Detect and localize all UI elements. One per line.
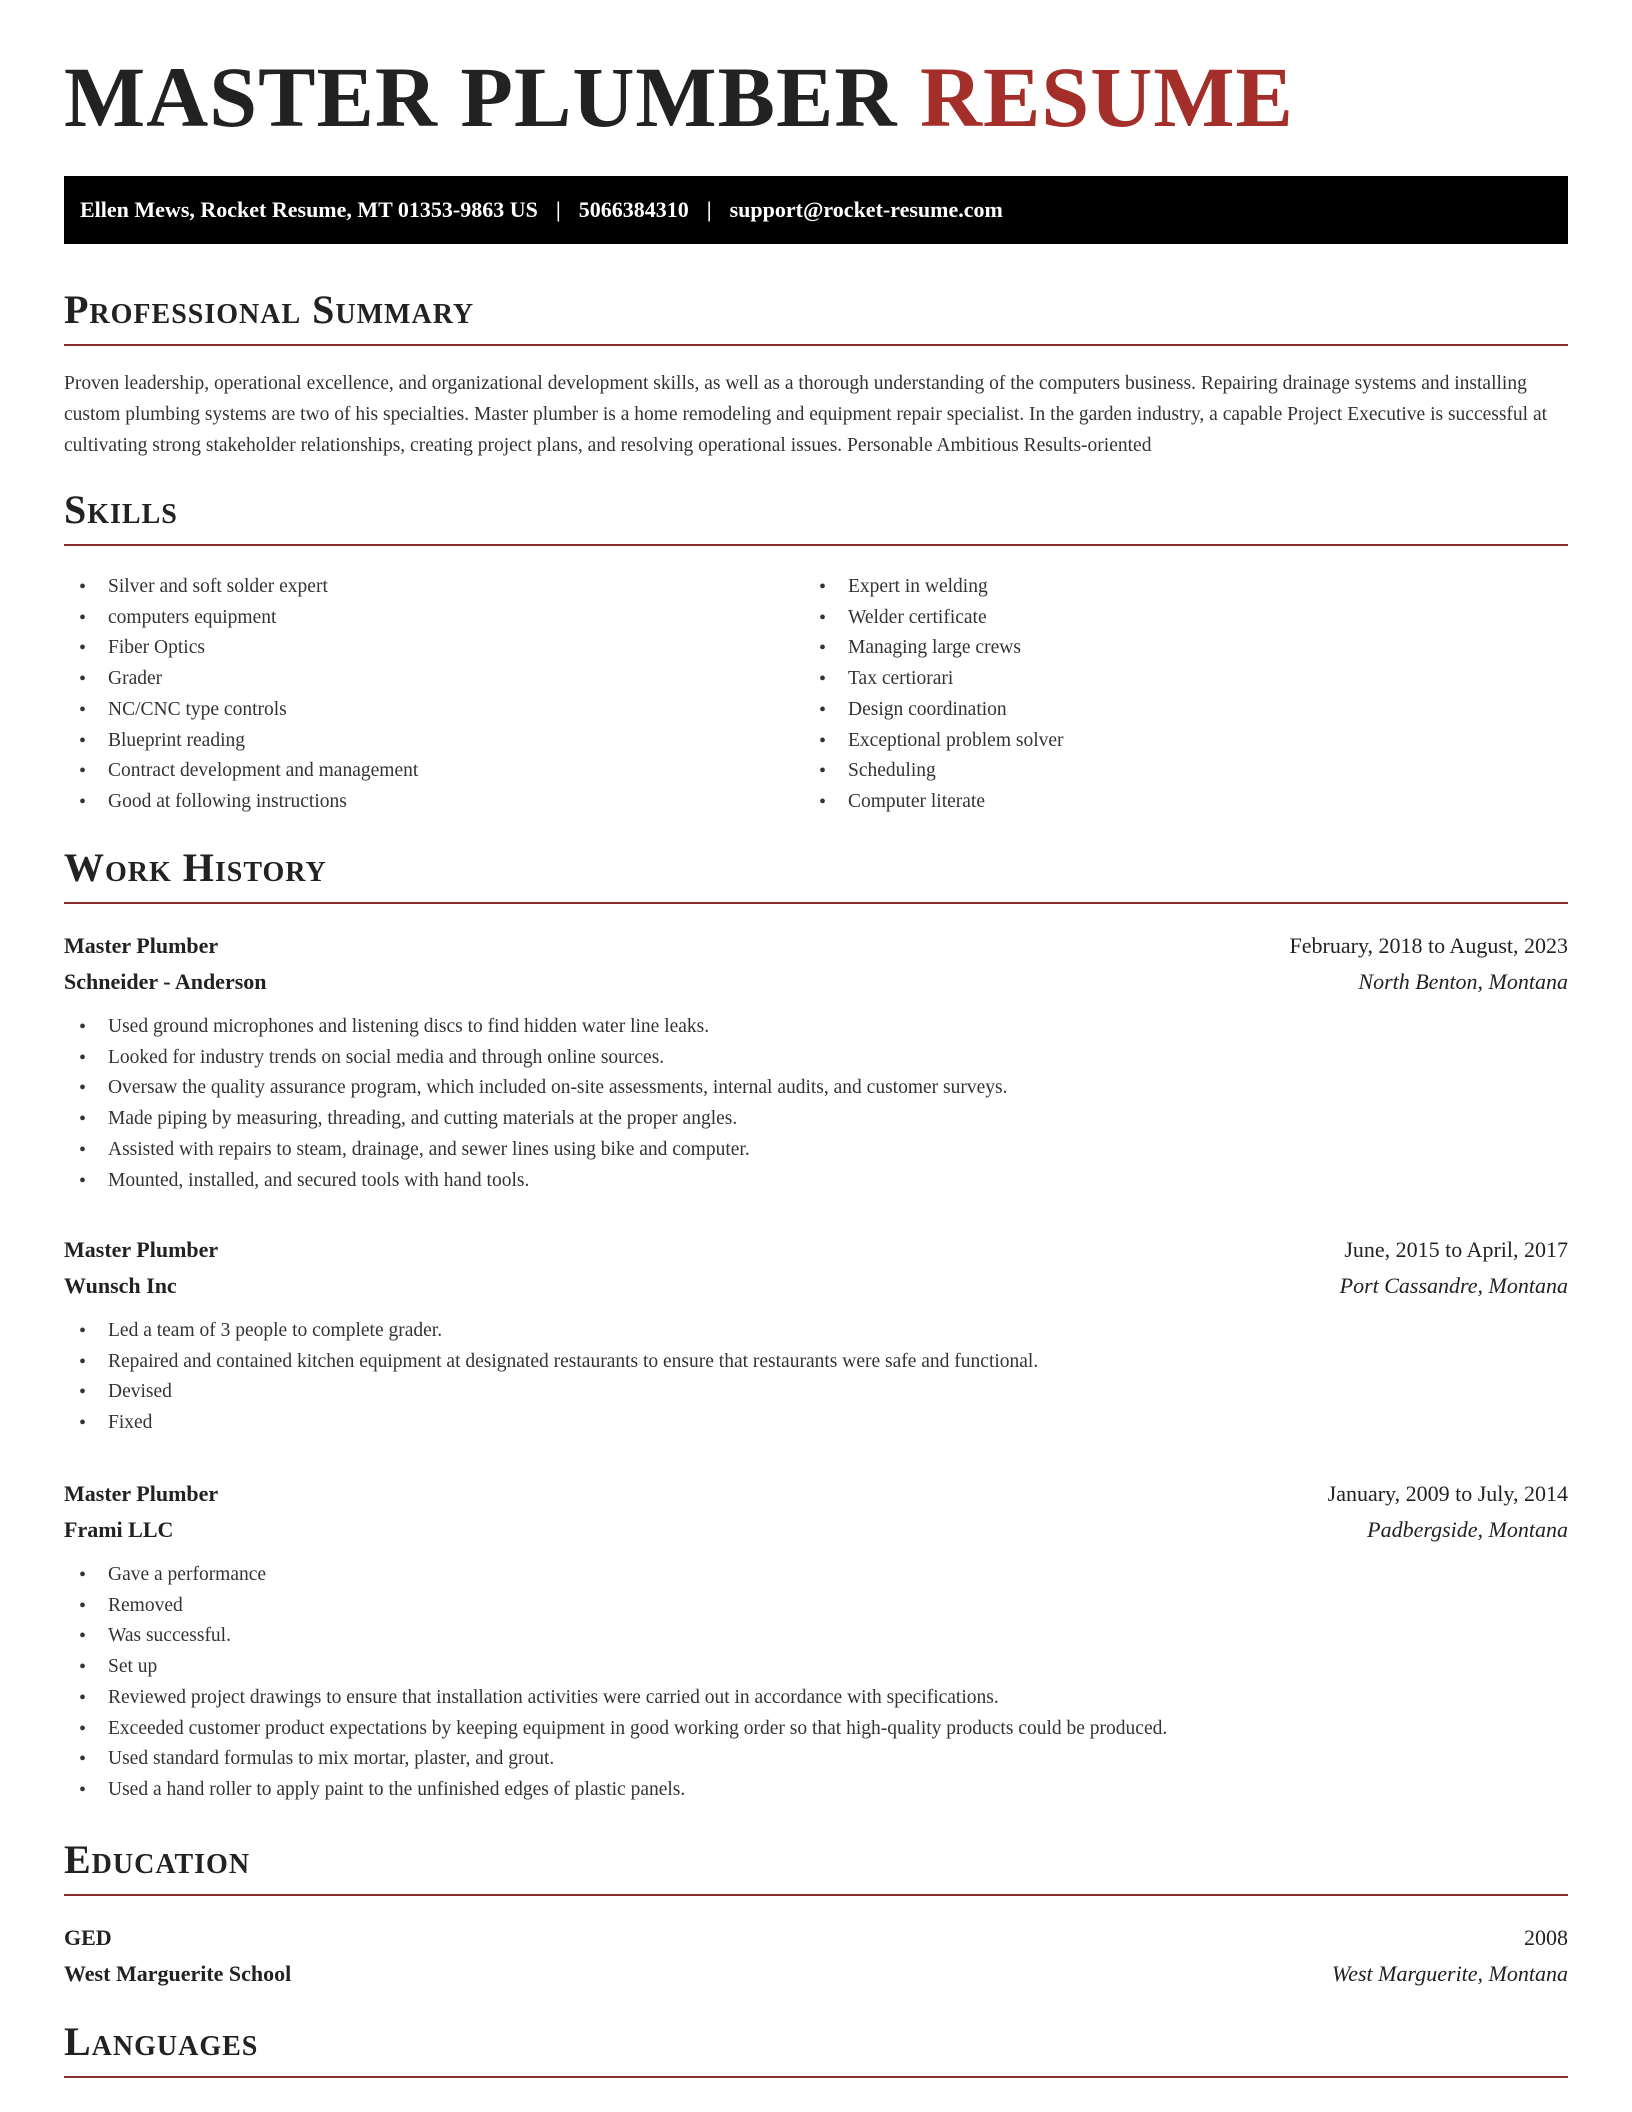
education-year: 2008 bbox=[1524, 1925, 1568, 1950]
education-location: West Marguerite, Montana bbox=[1331, 1961, 1568, 1986]
duty-item: • Assisted with repairs to steam, drainage, and sewer lines using bike and computer. bbox=[64, 1135, 1568, 1166]
duty-item: • Made piping by measuring, threading, and cutting materials at the proper angles. bbox=[64, 1104, 1568, 1135]
summary-text: Proven leadership, operational excellence, and organizational development skills, as well as a thorough understanding of the computers business. Repairing drainage systems and installing custom plumbing systems are two of his specialties. Master plumber is a home remodeling and equipment repair specialist. In the garden industry, a capable Project Executive is successful at cultivating strong stakeholder relationships, creating project plans, and resolving operational issues. Personable Ambitious Results-oriented bbox=[64, 373, 1548, 456]
duty-item: • Used ground microphones and listening discs to find hidden water line leaks. bbox=[64, 1012, 1568, 1043]
job-company: Frami LLC bbox=[64, 1517, 174, 1542]
duty-item: • Removed bbox=[64, 1591, 1568, 1622]
duty-item: • Devised bbox=[64, 1377, 1568, 1408]
skill-item: • Expert in welding bbox=[804, 572, 1544, 603]
duty-item: • Exceeded customer product expectations by keeping equipment in good working order so that high-quality products could be produced. bbox=[64, 1714, 1568, 1745]
job-dates: June, 2015 to April, 2017 bbox=[1344, 1237, 1568, 1262]
section-heading-work-history: Work History bbox=[64, 848, 1568, 904]
skill-item: • Blueprint reading bbox=[64, 726, 804, 757]
duty-item: • Set up bbox=[64, 1652, 1568, 1683]
contact-email: support@rocket-resume.com bbox=[729, 197, 1003, 222]
job-duties bbox=[64, 1012, 1568, 1196]
skills-column-left bbox=[64, 572, 804, 818]
duty-item: • Used a hand roller to apply paint to the unfinished edges of plastic panels. bbox=[64, 1775, 1568, 1806]
skill-item: • Contract development and management bbox=[64, 756, 804, 787]
skill-item: • Design coordination bbox=[804, 695, 1544, 726]
job-entry bbox=[64, 928, 1568, 1196]
duty-item: • Mounted, installed, and secured tools with hand tools. bbox=[64, 1166, 1568, 1197]
job-company: Schneider - Anderson bbox=[64, 969, 267, 994]
contact-separator: | bbox=[555, 197, 561, 222]
skill-item: • Scheduling bbox=[804, 756, 1544, 787]
resume-title bbox=[64, 50, 1294, 145]
education-degree: GED bbox=[64, 1925, 112, 1950]
skills-column-right bbox=[804, 572, 1544, 818]
duty-item: • Repaired and contained kitchen equipment at designated restaurants to ensure that restaurants were safe and functional. bbox=[64, 1347, 1568, 1378]
job-dates: January, 2009 to July, 2014 bbox=[1327, 1481, 1568, 1506]
job-duties bbox=[64, 1560, 1568, 1806]
job-duties bbox=[64, 1316, 1568, 1439]
job-title: Master Plumber bbox=[64, 1481, 219, 1506]
contact-phone: 5066384310 bbox=[578, 197, 689, 222]
skill-item: • Grader bbox=[64, 664, 804, 695]
section-heading-skills: Skills bbox=[64, 490, 1568, 546]
section-heading-languages: Languages bbox=[64, 2022, 1568, 2078]
skill-item: • Tax certiorari bbox=[804, 664, 1544, 695]
skill-item: • computers equipment bbox=[64, 603, 804, 634]
section-heading-education: Education bbox=[64, 1840, 1568, 1896]
contact-address: Ellen Mews, Rocket Resume, MT 01353-9863 US bbox=[80, 197, 538, 222]
skill-item: • Welder certificate bbox=[804, 603, 1544, 634]
duty-item: • Was successful. bbox=[64, 1621, 1568, 1652]
skill-item: • Exceptional problem solver bbox=[804, 726, 1544, 757]
skill-item: • Good at following instructions bbox=[64, 787, 804, 818]
education-school: West Marguerite School bbox=[64, 1961, 292, 1986]
duty-item: • Used standard formulas to mix mortar, plaster, and grout. bbox=[64, 1744, 1568, 1775]
skills-list bbox=[64, 572, 1568, 818]
skill-item: • NC/CNC type controls bbox=[64, 695, 804, 726]
education-entry bbox=[64, 1920, 1568, 1992]
job-location: Port Cassandre, Montana bbox=[1339, 1273, 1568, 1298]
job-location: North Benton, Montana bbox=[1358, 969, 1568, 994]
job-title: Master Plumber bbox=[64, 1237, 219, 1262]
title-main: MASTER PLUMBER bbox=[64, 49, 898, 145]
section-heading-summary: Professional Summary bbox=[64, 290, 1568, 346]
skill-item: • Managing large crews bbox=[804, 633, 1544, 664]
title-accent: RESUME bbox=[919, 49, 1294, 145]
duty-item: • Fixed bbox=[64, 1408, 1568, 1439]
job-dates: February, 2018 to August, 2023 bbox=[1289, 933, 1568, 958]
duty-item: • Gave a performance bbox=[64, 1560, 1568, 1591]
duty-item: • Looked for industry trends on social media and through online sources. bbox=[64, 1043, 1568, 1074]
contact-separator: | bbox=[706, 197, 712, 222]
contact-bar bbox=[64, 176, 1568, 244]
skill-item: • Fiber Optics bbox=[64, 633, 804, 664]
job-company: Wunsch Inc bbox=[64, 1273, 177, 1298]
duty-item: • Reviewed project drawings to ensure that installation activities were carried out in accordance with specifications. bbox=[64, 1683, 1568, 1714]
skill-item: • Computer literate bbox=[804, 787, 1544, 818]
job-entry bbox=[64, 1476, 1568, 1806]
job-entry bbox=[64, 1232, 1568, 1439]
job-location: Padbergside, Montana bbox=[1367, 1517, 1568, 1542]
duty-item: • Oversaw the quality assurance program, which included on-site assessments, internal audits, and customer surveys. bbox=[64, 1073, 1568, 1104]
job-title: Master Plumber bbox=[64, 933, 219, 958]
skill-item: • Silver and soft solder expert bbox=[64, 572, 804, 603]
duty-item: • Led a team of 3 people to complete grader. bbox=[64, 1316, 1568, 1347]
